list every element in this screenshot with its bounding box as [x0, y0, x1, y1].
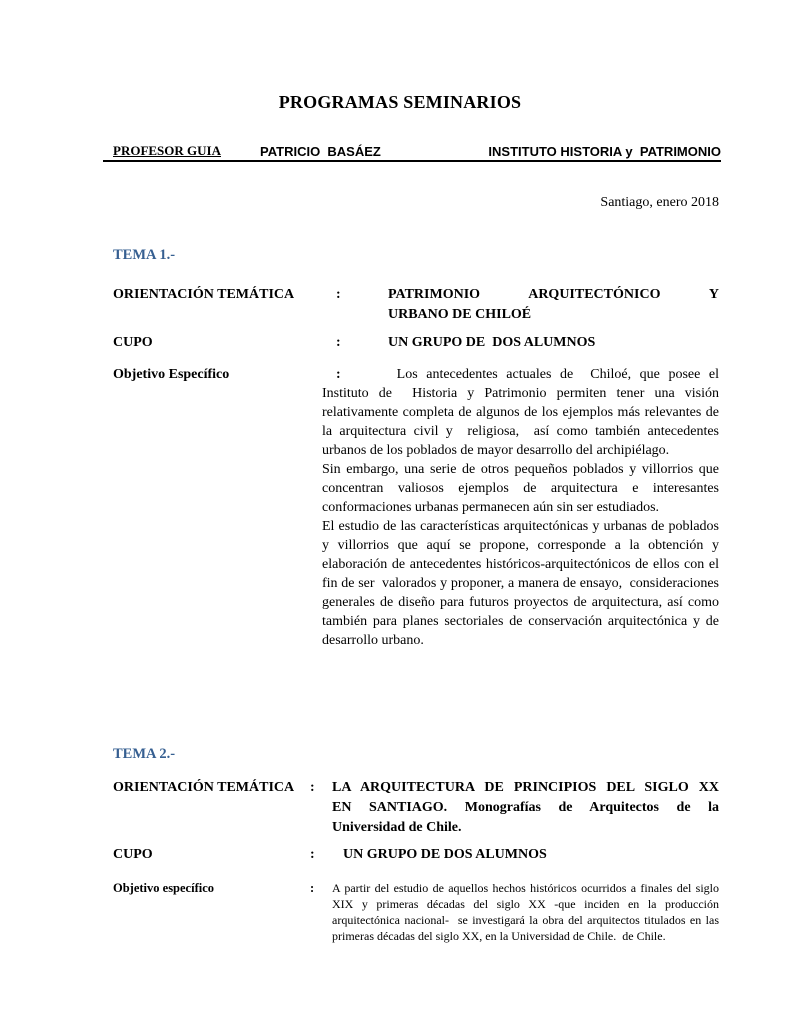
professor-header-row — [103, 139, 721, 162]
tema2-orientacion-value-line1: LA ARQUITECTURA DE PRINCIPIOS DEL SIGLO XX — [332, 780, 719, 795]
tema2-orientacion-value-line2: EN SANTIAGO. Monografías de Arquitectos de la — [332, 800, 719, 815]
tema1-objetivo-row — [113, 365, 726, 650]
tema2-objetivo-row — [113, 880, 722, 944]
tema2-orientacion-row — [113, 778, 719, 838]
tema2-objetivo-text — [332, 880, 722, 944]
tema1-orientacion-label: ORIENTACIÓN TEMÁTICA — [113, 287, 295, 302]
tema1-objetivo-paragraph-2: Sin embargo, una serie de otros pequeños poblados y villorrios que concentran valiosos ejemplos de arquitectura e interesantes conformaciones urbanas permanecen aún sin ser estudiados. — [322, 462, 723, 515]
date-line: Santiago, enero 2018 — [600, 195, 719, 210]
tema1-cupo-label: CUPO — [113, 335, 153, 350]
institute-name: INSTITUTO HISTORIA y PATRIMONIO — [488, 144, 721, 159]
tema1-cupo-colon: : — [336, 335, 341, 350]
tema1-objetivo-text — [322, 365, 726, 650]
tema2-cupo-value: UN GRUPO DE DOS ALUMNOS — [343, 847, 547, 862]
tema1-orientacion-value — [388, 285, 719, 325]
tema2-orientacion-value — [332, 778, 719, 838]
tema2-orientacion-value-line3: Universidad de Chile. — [332, 820, 462, 835]
document-title: PROGRAMAS SEMINARIOS — [278, 92, 522, 112]
tema1-orientacion-row — [113, 285, 719, 325]
tema1-cupo-row — [113, 333, 719, 353]
tema2-objetivo-label: Objetivo específico — [113, 881, 215, 895]
professor-name: PATRICIO BASÁEZ — [260, 144, 381, 159]
tema1-objetivo-paragraph-1: : Los antecedentes actuales de Chiloé, que posee el Instituto de Historia y Patrimonio permiten tener una visión relativamente completa de algunos de los ejemplos más relevantes de la arquitectura civil y religiosa, así como también antecedentes urbanos de los poblados de mayor desarrollo del archipiélago. — [322, 367, 723, 458]
tema2-objetivo-colon: : — [310, 881, 315, 895]
tema2-orientacion-colon: : — [310, 780, 315, 795]
tema1-objetivo-colon: : — [336, 367, 341, 382]
tema2-cupo-label: CUPO — [113, 847, 153, 862]
tema1-heading: TEMA 1.- — [113, 247, 176, 263]
tema2-cupo-row — [113, 845, 719, 865]
tema2-orientacion-label: ORIENTACIÓN TEMÁTICA — [113, 780, 295, 795]
tema2-cupo-colon: : — [310, 847, 315, 862]
tema1-cupo-value: UN GRUPO DE DOS ALUMNOS — [388, 335, 596, 350]
tema1-orientacion-colon: : — [336, 287, 341, 302]
tema1-objetivo-label: Objetivo Específico — [113, 367, 230, 382]
tema1-orientacion-value-line2: URBANO DE CHILOÉ — [388, 307, 532, 322]
professor-guide-label: PROFESOR GUIA — [113, 143, 221, 158]
tema2-objetivo-paragraph: A partir del estudio de aquellos hechos históricos ocurridos a finales del siglo XIX y primeras décadas del siglo XX -que inciden en la producción arquitectónica nacional- se investigará la obra del arquitectos titulados en las primeras décadas del siglo XX, en la Universidad de Chile. de Chile. — [332, 881, 722, 943]
tema2-heading: TEMA 2.- — [113, 746, 176, 762]
tema1-orientacion-value-line1: PATRIMONIO ARQUITECTÓNICO Y — [388, 287, 719, 302]
tema1-objetivo-paragraph-3: El estudio de las características arquitectónicas y urbanas de poblados y villorrios que aquí se propone, corresponde a la obtención y elaboración de antecedentes históricos-arquitectónicos de ellos con el fin de ser valorados y proponer, a manera de ensayo, consideraciones generales de diseño para futuros proyectos de arquitectura, así como también para planes sectoriales de conservación arquitectónica y de desarrollo urbano. — [322, 519, 726, 648]
